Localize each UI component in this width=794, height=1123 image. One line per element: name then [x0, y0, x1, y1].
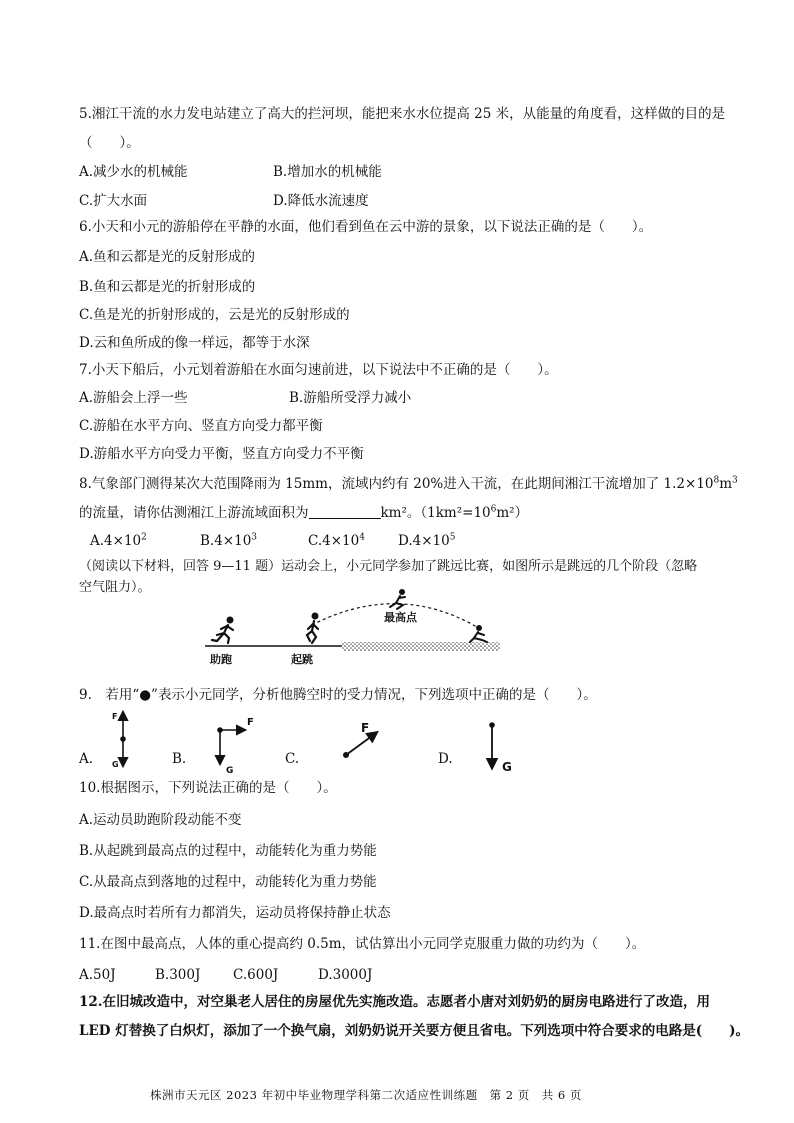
q11-option-b: B.300J: [155, 967, 201, 983]
svg-text:F: F: [361, 721, 370, 735]
q5-option-a: A.减少水的机械能: [79, 164, 188, 180]
q9-diagram-a: [112, 712, 126, 769]
material-line2: 空气阻力）。: [79, 580, 151, 595]
q5-paren: （ ）。: [79, 135, 140, 151]
q9-diagram-b: [217, 717, 254, 776]
q8-option-d: $D.4\times 10^5$: [398, 532, 456, 549]
q11-option-a: A.50J: [79, 967, 116, 983]
q7-option-a: A.游船会上浮一些: [79, 390, 188, 406]
q9-diagram-d: [489, 722, 512, 774]
q12-line1: 12.在旧城改造中，对空巢老人居住的房屋优先实施改造。志愿者小唐对刘奶奶的厨房电路进行了改造，用: [79, 994, 710, 1010]
q10-stem: 10.根据图示，下列说法正确的是（ ）。: [79, 780, 337, 796]
takeoff-jumper-icon: [307, 613, 319, 644]
q12-line2: LED 灯替换了白炽灯，添加了一个换气扇，刘奶奶说开关要方便且省电。下列选项中符合要求的电路是( )。: [79, 1023, 749, 1039]
q9-option-c: C.: [285, 751, 300, 767]
q8-stem-line1: 8.气象部门测得某次大范围降雨为 15mm，流域内约有 20%进入干流，在此期间湘江干流增加了 $1.2\times 10^8m^3$: [79, 475, 738, 492]
q5-stem: 5.湘江干流的水力发电站建立了高大的拦河坝，能把来水水位提高 25 米，从能量的角度看，这样做的目的是: [79, 106, 726, 122]
q7-option-c: C.游船在水平方向、竖直方向受力都平衡: [79, 418, 323, 434]
q8-option-b: $B.4\times 10^3$: [200, 532, 258, 549]
sand-pit: [342, 642, 500, 651]
q8-option-c: $C.4\times 10^4$: [308, 532, 365, 549]
svg-text:G: G: [112, 760, 119, 769]
q9-option-a: A.: [79, 751, 94, 767]
q11-stem: 11.在图中最高点，人体的重心提高约 0.5m，试估算出小元同学克服重力做的功约为（ ）。: [79, 936, 646, 952]
q11-option-c: C.600J: [233, 967, 279, 983]
svg-text:G: G: [226, 766, 234, 776]
q5-option-d: D.降低水流速度: [273, 193, 369, 209]
page-footer: 株洲市天元区 2023 年初中毕业物理学科第二次适应性训练题 第 2 页 共 6 页: [150, 1088, 582, 1102]
svg-text:G: G: [502, 760, 512, 774]
svg-text:F: F: [247, 717, 254, 728]
q10-option-b: B.从起跳到最高点的过程中，动能转化为重力势能: [79, 843, 377, 859]
q8-option-a: $A.4\times 10^2$: [90, 532, 147, 549]
q9-option-d: D.: [438, 751, 453, 767]
label-jump: 起跳: [291, 653, 313, 666]
q7-option-d: D.游船水平方向受力平衡，竖直方向受力不平衡: [79, 446, 364, 462]
q6-option-d: D.云和鱼所成的像一样远，都等于水深: [79, 335, 310, 351]
q6-stem: 6.小天和小元的游船停在平静的水面，他们看到鱼在云中游的景象，以下说法正确的是（ ）。: [79, 219, 653, 235]
answer-blank[interactable]: [309, 504, 381, 519]
q9-stem: 9. 若用“●”表示小元同学，分析他腾空时的受力情况，下列选项中正确的是（ ）。: [79, 687, 597, 703]
q5-option-b: B.增加水的机械能: [273, 164, 382, 180]
q7-option-b: B.游船所受浮力减小: [289, 390, 412, 406]
q5-option-c: C.扩大水面: [79, 193, 148, 209]
q6-option-b: B.鱼和云都是光的折射形成的: [79, 279, 256, 295]
svg-text:F: F: [112, 712, 118, 721]
q9-option-b: B.: [172, 751, 187, 767]
highest-point-jumper-icon: [390, 589, 405, 609]
long-jump-figure: [200, 585, 520, 670]
q6-option-c: C.鱼是光的折射形成的，云是光的反射形成的: [79, 307, 350, 323]
q6-option-a: A.鱼和云都是光的反射形成的: [79, 249, 256, 265]
landing-jumper-icon: [470, 625, 487, 642]
runner-icon: [212, 617, 234, 644]
q10-option-a: A.运动员助跑阶段动能不变: [79, 812, 242, 828]
q7-stem: 7.小天下船后，小元划着游船在水面匀速前进，以下说法中不正确的是（ ）。: [79, 362, 558, 378]
q9-diagram-c: [343, 721, 376, 758]
q9-force-diagrams: [100, 705, 540, 780]
q11-option-d: D.3000J: [318, 967, 373, 983]
label-top: 最高点: [384, 611, 417, 624]
q8-stem-line2: 的流量，请你估测湘江上游流域面积为 km²。$(1km^2=10^6m^2)$: [79, 504, 529, 521]
label-run: 助跑: [210, 653, 232, 666]
q10-option-c: C.从最高点到落地的过程中，动能转化为重力势能: [79, 874, 377, 890]
material-line1: （阅读以下材料，回答 9—11 题）运动会上，小元同学参加了跳远比赛，如图所示是跳远的几个阶段（忽略: [79, 559, 698, 574]
q10-option-d: D.最高点时若所有力都消失，运动员将保持静止状态: [79, 905, 391, 921]
